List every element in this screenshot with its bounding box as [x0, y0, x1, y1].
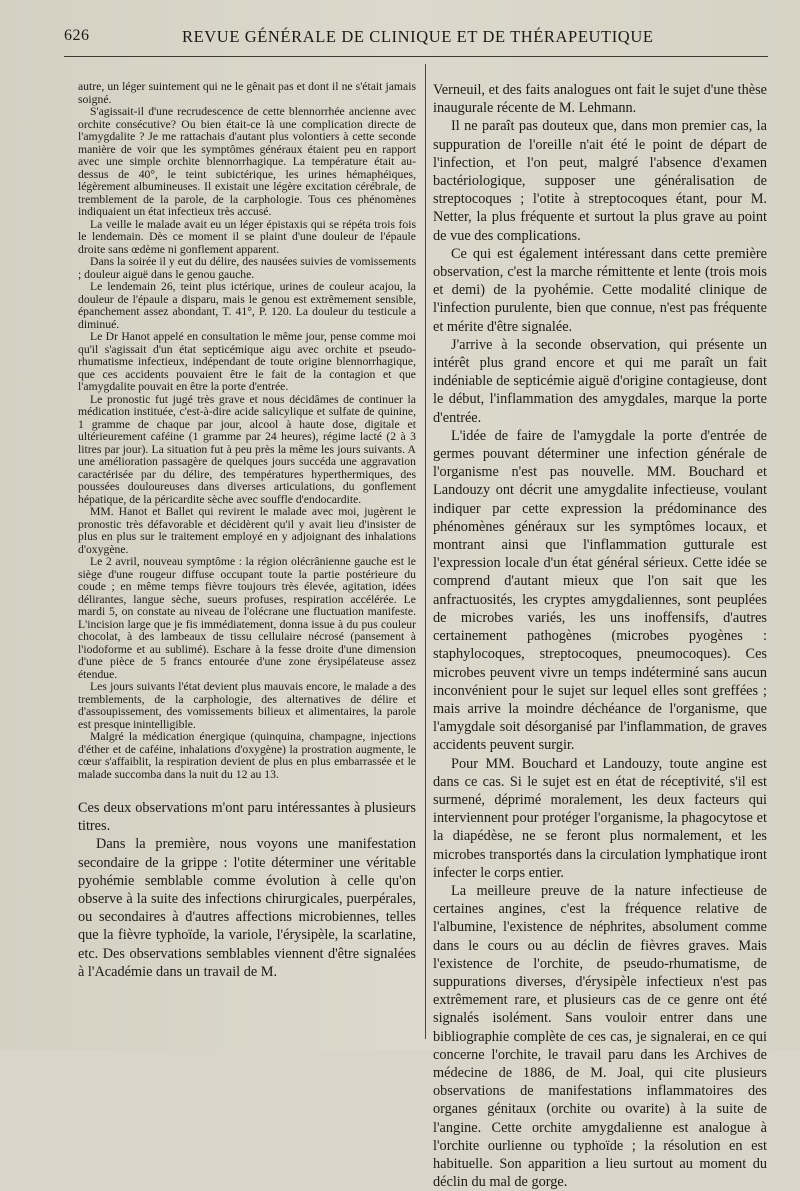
- paragraph: Le lendemain 26, teint plus ictérique, urines de couleur acajou, la douleur de l'épaule a disparu, mais le genou est extrêmement sensible, épanchement assez abondant, T. 41°, P. 120. La douleur du testicule a diminué.: [78, 280, 416, 331]
- paragraph: Le Dr Hanot appelé en consultation le même jour, pense comme moi qu'il s'agissait d'un état septicémique aigu avec orchite et pseudo-rhumatisme infectieux, indépendant de toute origine blennorrhagique, que ces accidents pouvaient être le fait de la contagion et que l'amygdalite pouvait en être la porte d'entrée.: [78, 330, 416, 393]
- left-column: [78, 81, 416, 981]
- paragraph: Dans la soirée il y eut du délire, des nausées suivies de vomissements ; douleur aiguë dans le genou gauche.: [78, 255, 416, 281]
- paragraph: Il ne paraît pas douteux que, dans mon premier cas, la suppuration de l'oreille n'ait été le point de départ de l'infection, et l'on peut, malgré l'absence d'examen bactériologique, supposer une généralisation de streptocoques ; l'otite à streptocoques étant, pour M. Netter, la plus fréquente et surtout la plus grave au point de vue des complications.: [433, 118, 767, 244]
- page-header: [64, 27, 764, 53]
- paragraph: La meilleure preuve de la nature infectieuse de certaines angines, c'est la fréquence relative de l'albumine, l'existence de néphrites, absolument comme dans le cours ou au déclin de fièvres graves. Mais l'existence de l'orchite, de pseudo-rhumatisme, de suppurations diverses, d'érysipèle infectieux n'est pas extrêmement rare, et plusieurs cas de ce genre ont été signalés isolément. Sans vouloir entrer dans une bibliographie complète de ces cas, je signalerai, en ce qui concerne l'orchite, le travail paru dans les Archives de médecine de 1886, de M. Joal, qui cite plusieurs observations de manifestations inflammatoires des organes génitaux (orchite ou ovarite) à la suite de l'angine. Cette orchite amygdalienne est analogue à l'orchite ourlienne ou typhoïde ; la résolution en est habituelle. Son apparition a lieu surtout au moment du déclin du mal de gorge.: [433, 882, 767, 1191]
- paragraph: La veille le malade avait eu un léger épistaxis qui se répéta trois fois le lendemain. Dès ce moment il se plaint d'une douleur de l'épaule droite sans œdème ni gonflement apparent.: [78, 217, 416, 256]
- paragraph: Malgré la médication énergique (quinquina, champagne, injections d'éther et de caféine, inhalations d'oxygène) la prostration augmente, le cœur s'affaiblit, la respiration devient de plus en plus embarrassée et le malade succomba dans la nuit du 12 au 13.: [78, 730, 416, 781]
- paragraph: L'idée de faire de l'amygdale la porte d'entrée de germes pouvant déterminer une infection générale de l'organisme n'est pas nouvelle. MM. Bouchard et Landouzy ont décrit une amygdalite infectieuse, voulant indiquer par cette expression la prédominance des phénomènes généraux sur les symptômes locaux, et montrant ainsi que l'inflammation gutturale est l'expression locale d'un état général sérieux. Cette idée se comprend d'autant mieux que l'on sait que les anfractuosités, les cryptes amygdaliennes, sont peuplées de microbes variés, les uns inoffensifs, d'autres certainement pathogènes (microbes pyogènes : staphylocoques, streptocoques, pneumocoques). Ces microbes peuvent vivre un temps indéterminé sans aucun inconvénient pour le sujet sur lequel elles sont greffées ; mais arrive la moindre déchéance de l'organisme, que l'amygdale soit désorganisé par l'inflammation, de graves accidents peuvent surgir.: [433, 427, 767, 754]
- paragraph: Les jours suivants l'état devient plus mauvais encore, le malade a des tremblements, de la carphologie, des alternatives de délire et d'assoupissement, des vomissements bilieux et alimentaires, la parole est presque inintelligible.: [78, 680, 416, 731]
- paragraph: autre, un léger suintement qui ne le gênait pas et dont il ne s'était jamais soigné.: [78, 80, 416, 106]
- paragraph: Dans la première, nous voyons une manifestation secondaire de la grippe : l'otite déterminer une véritable pyohémie semblable comme évolution à celle qu'on observe à la suite des infections chirurgicales, puerpérales, ou secondaires à d'autres affections microbiennes, telles que la fièvre typhoïde, la variole, l'érysipèle, la scarlatine, etc. Des observations semblables viennent d'être signalées à l'Académie dans un travail de M.: [78, 836, 416, 980]
- paragraph: Ce qui est également intéressant dans cette première observation, c'est la marche rémittente et lente (trois mois et demi) de la pyohémie. Cette modalité clinique de l'infection purulente, bien que connue, n'est pas fréquente et mérite d'être signalée.: [433, 245, 767, 335]
- right-column: [433, 81, 767, 1191]
- paragraph: J'arrive à la seconde observation, qui présente un intérêt plus grand encore et qui me paraît un fait indéniable de septicémie aiguë d'origine contagieuse, dont le début, l'inflammation des amygdales, marque la porte d'entrée.: [433, 336, 767, 426]
- running-title: REVUE GÉNÉRALE DE CLINIQUE ET DE THÉRAPEUTIQUE: [182, 27, 654, 46]
- paragraph: Ces deux observations m'ont paru intéressantes à plusieurs titres.: [78, 800, 416, 835]
- case-report-text: [78, 81, 416, 781]
- paragraph: Le pronostic fut jugé très grave et nous décidâmes de continuer la médication instituée, c'est-à-dire acide salicylique et sulfate de quinine, 1 gramme de chaque par jour, alcool à haute dose, digitale et ultérieurement caféine (1 gramme par 24 heures), régime lacté (2 à 3 litres par jour). La situation fut à peu près la même les jours suivants. A une amélioration passagère de quelques jours succéda une aggravation caractérisée par du délire, des températures hyperthermiques, des poussées douloureuses dans diverses articulations, du gonflement hépatique, de la péricardite sèche avec souffle d'endocardite.: [78, 392, 416, 506]
- discussion-text: [78, 799, 416, 981]
- paragraph: MM. Hanot et Ballet qui revirent le malade avec moi, jugèrent le pronostic très défavorable et décidèrent qu'il y avait lieu d'insister de plus en plus sur le traitement employé en y adjoignant des inhalations d'oxygène.: [78, 505, 416, 556]
- paragraph: Verneuil, et des faits analogues ont fait le sujet d'une thèse inaugurale récente de M. Lehmann.: [433, 82, 767, 117]
- paragraph: Le 2 avril, nouveau symptôme : la région olécrânienne gauche est le siège d'une rougeur diffuse occupant toute la partie postérieure du coude ; en même temps fièvre toujours très élevée, agitation, idées délirantes, langue sèche, sueurs profuses, respiration accélérée. Le mardi 5, on constate au niveau de l'olécrane une fluctuation manifeste. L'incision large que je fis immédiatement, donna issue à du pus couleur chocolat, à des lambeaux de tissu cellulaire nécrosé (pansement à l'iodoforme et au sublimé). Eschare à la fesse droite d'une dimension d'une pièce de 5 francs entourée d'une zone érysipélateuse assez étendue.: [78, 555, 416, 681]
- page-number: 626: [64, 27, 90, 44]
- column-divider: [425, 64, 426, 1039]
- paragraph: Pour MM. Bouchard et Landouzy, toute angine est dans ce cas. Si le sujet est en état de réceptivité, s'il est surmené, déprimé moralement, les deux facteurs qui interviennent pour protéger l'organisme, la phagocytose et la diapédèse, ne se feront plus normalement, et les microbes transportés dans la circulation lymphatique iront infecter le corps entier.: [433, 755, 767, 881]
- header-rule: [64, 56, 768, 57]
- paragraph: S'agissait-il d'une recrudescence de cette blennorrhée ancienne avec orchite consécutive? Ou bien était-ce là une complication directe de l'amygdalite ? Je me rattachais d'autant plus volontiers à cette seconde manière de voir que les symptômes généraux étaient peu en rapport avec une simple orchite blennorrhagique. La température était au-dessus de 40°, le teint subictérique, les urines hémaphéiques, légèrement albumineuses. Il existait une légère excitation cérébrale, de tremblement de la parole, de la carphologie. Tous ces phénomènes indiquaient un état infectieux très accusé.: [78, 105, 416, 218]
